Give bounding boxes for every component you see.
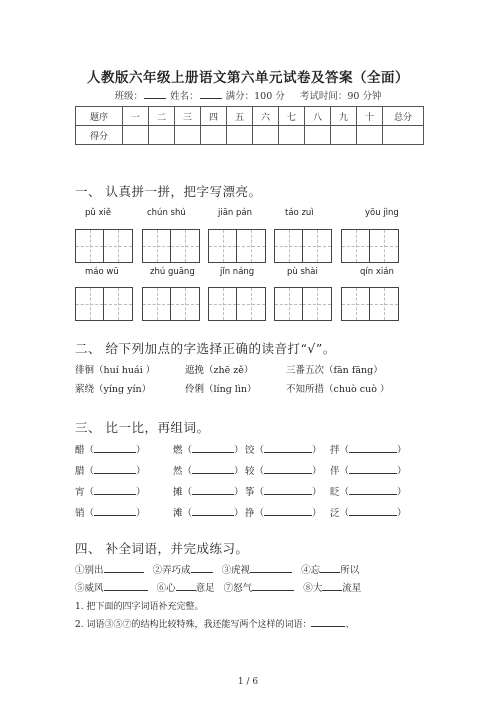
idiom-blank[interactable] (176, 581, 196, 591)
char: 挣 (245, 508, 255, 519)
question-2-end: 、 (345, 620, 355, 630)
idiom-blank[interactable] (250, 563, 292, 573)
pinyin: jǐn náng (220, 267, 255, 277)
reading-choice[interactable]: 伶俐（líng lìn） (185, 384, 257, 395)
idiom-line-1 (75, 562, 359, 576)
idiom-prefix: ④忘 (301, 565, 321, 576)
char: 眨 (330, 487, 340, 498)
score-cell[interactable] (149, 126, 175, 145)
char: 醋 (75, 445, 85, 456)
pinyin: jiān pán (218, 208, 253, 218)
writing-box[interactable] (274, 287, 332, 321)
page-number: 1 / 6 (237, 677, 259, 687)
writing-box[interactable] (75, 287, 133, 321)
header-cell: 总分 (383, 107, 424, 126)
reading-choice[interactable]: 遮挽（zhē zě） (185, 365, 254, 376)
idiom-suffix: 所以 (340, 565, 360, 576)
idiom-blank[interactable] (252, 581, 294, 591)
class-blank[interactable] (144, 89, 166, 99)
char: 较 (245, 466, 255, 477)
pinyin: pù shài (287, 267, 318, 277)
score-row (76, 126, 424, 145)
reading-choice[interactable]: 不知所措（chuò cuò ） (286, 384, 390, 395)
full-score: 满分：100 分 (225, 91, 285, 102)
writing-box[interactable] (208, 287, 266, 321)
answer-blank[interactable] (311, 617, 345, 627)
writing-box[interactable] (142, 287, 200, 321)
header-cell: 八 (305, 107, 331, 126)
writing-boxes-row-2 (75, 287, 430, 321)
char: 宵 (75, 487, 85, 498)
score-cell[interactable] (331, 126, 357, 145)
header-cell: 五 (227, 107, 253, 126)
answer-blank[interactable] (264, 464, 312, 474)
idiom-prefix: ⑤威风 (75, 583, 104, 594)
writing-box[interactable] (341, 287, 399, 321)
reading-choice[interactable]: 萦绕（yíng yín） (75, 384, 152, 395)
question-2-text: 2. 词语③⑤⑦的结构比较特殊，我还能写两个这样的词语： (75, 620, 312, 630)
name-blank[interactable] (200, 89, 222, 99)
answer-blank[interactable] (94, 443, 136, 453)
score-cell[interactable] (253, 126, 279, 145)
char: 然 (173, 466, 183, 477)
idiom-prefix: ⑦怒气 (223, 583, 253, 594)
question-2 (75, 617, 354, 630)
pinyin: yōu jìng (365, 208, 399, 218)
idiom-suffix: 流星 (342, 583, 362, 594)
header-cell: 题序 (76, 107, 123, 126)
char: 饺 (245, 445, 255, 456)
writing-box[interactable] (142, 229, 200, 263)
answer-blank[interactable] (349, 506, 397, 516)
student-info (0, 88, 496, 102)
answer-blank[interactable] (349, 443, 397, 453)
idiom-blank[interactable] (320, 563, 340, 573)
score-cell[interactable] (175, 126, 201, 145)
section-2-title: 二、 给下列加点的字选择正确的读音打“√”。 (75, 341, 336, 356)
class-label: 班级： (114, 91, 144, 102)
writing-box[interactable] (208, 229, 266, 263)
header-cell: 四 (201, 107, 227, 126)
idiom-line-2 (75, 580, 361, 594)
char: 泛 (330, 508, 340, 519)
writing-box[interactable] (75, 229, 133, 263)
char: 伴 (330, 466, 340, 477)
name-label: 姓名： (170, 91, 199, 102)
pinyin: qín xián (360, 267, 394, 277)
header-cell: 九 (331, 107, 357, 126)
score-cell[interactable] (123, 126, 149, 145)
idiom-blank[interactable] (104, 563, 144, 573)
pinyin: máo wū (85, 267, 119, 277)
char: 筝 (245, 487, 255, 498)
idiom-prefix: ⑧大 (303, 583, 323, 594)
writing-box[interactable] (341, 229, 399, 263)
header-cell: 一 (123, 107, 149, 126)
question-1: 1. 把下面的四字词语补充完整。 (75, 602, 204, 612)
pinyin: pǔ xiě (85, 208, 112, 218)
score-row-label: 得分 (76, 126, 123, 145)
answer-blank[interactable] (94, 464, 136, 474)
score-cell[interactable] (305, 126, 331, 145)
idiom-blank[interactable] (191, 563, 213, 573)
header-cell: 三 (175, 107, 201, 126)
section-1-title: 一、 认真拼一拼，把字写漂亮。 (75, 184, 262, 199)
char: 滩 (173, 508, 183, 519)
idiom-suffix: 意足 (195, 583, 215, 594)
header-cell: 六 (253, 107, 279, 126)
writing-box[interactable] (274, 229, 332, 263)
header-cell: 二 (149, 107, 175, 126)
page-title: 人教版六年级上册语文第六单元试卷及答案（全面） (87, 70, 409, 86)
answer-blank[interactable] (192, 464, 234, 474)
char: 拌 (330, 445, 340, 456)
answer-blank[interactable] (349, 485, 397, 495)
char: 燃 (173, 445, 183, 456)
idiom-prefix: ⑥心 (156, 583, 176, 594)
idiom-prefix: ②弄巧成 (152, 565, 191, 576)
header-cell: 十 (357, 107, 383, 126)
pinyin: táo zuì (285, 208, 314, 218)
score-table-header (76, 107, 424, 126)
exam-time: 考试时间：90 分钟 (299, 91, 382, 102)
char: 腊 (75, 466, 85, 477)
writing-boxes-row-1 (75, 229, 430, 263)
idiom-blank[interactable] (104, 581, 148, 591)
pinyin: zhú guāng (150, 267, 195, 277)
answer-blank[interactable] (349, 464, 397, 474)
answer-blank[interactable] (192, 485, 234, 495)
score-cell[interactable] (383, 126, 424, 145)
answer-blank[interactable] (192, 443, 234, 453)
answer-blank[interactable] (264, 485, 312, 495)
idiom-blank[interactable] (322, 581, 342, 591)
idiom-prefix: ③虎视 (221, 565, 251, 576)
reading-choice[interactable]: 徘徊（huí huái ） (75, 365, 156, 376)
section-4-title: 四、 补全词语，并完成练习。 (75, 541, 249, 556)
answer-blank[interactable] (192, 506, 234, 516)
answer-blank[interactable] (94, 485, 136, 495)
answer-blank[interactable] (264, 506, 312, 516)
header-cell: 七 (279, 107, 305, 126)
score-table (75, 106, 424, 145)
score-cell[interactable] (227, 126, 253, 145)
reading-choice[interactable]: 三番五次（fān fāng） (286, 365, 383, 376)
answer-blank[interactable] (264, 443, 312, 453)
idiom-prefix: ①别出 (75, 565, 104, 576)
answer-blank[interactable] (94, 506, 136, 516)
char: 销 (75, 508, 85, 519)
score-cell[interactable] (201, 126, 227, 145)
score-cell[interactable] (279, 126, 305, 145)
score-cell[interactable] (357, 126, 383, 145)
char: 摊 (173, 487, 183, 498)
section-3-title: 三、 比一比，再组词。 (75, 420, 210, 435)
pinyin: chún shú (147, 208, 186, 218)
